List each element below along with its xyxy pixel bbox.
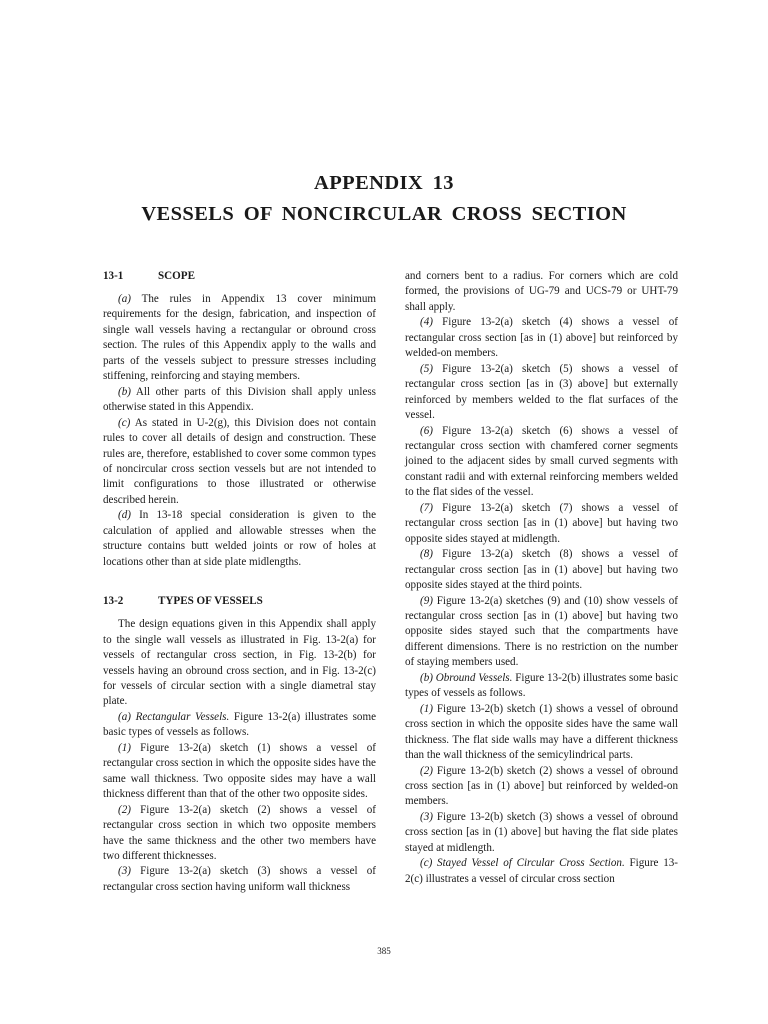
- right-column: [405, 269, 678, 887]
- paragraph-types-a5: [405, 362, 678, 424]
- section-title: SCOPE: [158, 270, 195, 282]
- paragraph-label: (6): [420, 424, 433, 437]
- paragraph-types-a6: [405, 424, 678, 501]
- paragraph-types-b3: [405, 810, 678, 856]
- paragraph-label: (8): [420, 548, 433, 561]
- paragraph-label: (4): [420, 316, 433, 329]
- paragraph-types-c: [405, 856, 678, 887]
- paragraph-label: (a) Rectangular Vessels.: [118, 710, 230, 723]
- paragraph-text: Figure 13-2(a) sketch (4) shows a vessel of rectangular cross section [as in (1) above] but reinforced by welded-on members.: [405, 316, 678, 360]
- paragraph-types-intro: The design equations given in this Appendix shall apply to the single wall vessels as illustrated in Fig. 13-2(a) for vessels of rectangular cross section, in Fig. 13-2(b) for vessels having an obround cross section, and in Fig. 13-2(c) for vessels of circular section with a single diametral stay plate.: [103, 618, 376, 708]
- paragraph-text: Figure 13-2(a) sketch (7) shows a vessel of rectangular cross section [as in (1) above] but having two opposite sides stayed at midlength.: [405, 501, 678, 545]
- section-title: TYPES OF VESSELS: [158, 595, 263, 608]
- paragraph-label: (d): [118, 509, 131, 522]
- paragraph-text: Figure 13-2(b) sketch (3) shows a vessel of obround cross section [as in (1) above] but having the flat side plates stayed at midlength.: [405, 810, 678, 854]
- section-heading-13-1: [103, 269, 376, 284]
- paragraph-types-a3: [103, 864, 376, 895]
- paragraph-text: Figure 13-2(b) illustrates some basic types of vessels as follows.: [405, 671, 678, 700]
- paragraph-label: (c): [118, 416, 131, 429]
- paragraph-scope-a: [103, 292, 376, 385]
- paragraph-types-b1: [405, 702, 678, 764]
- appendix-title: [0, 170, 768, 227]
- paragraph-text: Figure 13-2(a) sketches (9) and (10) show vessels of rectangular cross section [as in (1) above] but having two opposite sides stayed such that the compartments have different dimensions. There is no restriction on the number of staying members used.: [405, 594, 678, 669]
- paragraph-types-a9: [405, 594, 678, 671]
- paragraph-text: Figure 13-2(a) sketch (2) shows a vessel of rectangular cross section in which two opposite members have the same thickness and the other two members have two different thicknesses.: [103, 803, 376, 862]
- paragraph-label: (3): [118, 865, 131, 878]
- paragraph-scope-d: [103, 508, 376, 570]
- paragraph-text: The rules in Appendix 13 cover minimum requirements for the design, fabrication, and inspection of single wall vessels having a rectangular or obround cross section. The rules of this Appendix apply to the walls and parts of the vessels subject to pressure stresses including stiffening, reinforcing and staying members.: [103, 293, 376, 383]
- paragraph-text: Figure 13-2(a) sketch (8) shows a vessel of rectangular cross section [as in (1) above] but having two opposite sides stayed at the third points.: [405, 548, 678, 592]
- paragraph-types-a8: [405, 547, 678, 593]
- paragraph-text: In 13-18 special consideration is given to the calculation of applied and allowable stresses when the structure contains butt welded joints or row of holes at locations other than at side plate midlengths.: [103, 509, 376, 568]
- paragraph-types-b2: [405, 764, 678, 810]
- left-column: [103, 269, 376, 895]
- paragraph-text: Figure 13-2(a) sketch (1) shows a vessel of rectangular cross section in which the opposite sides have the same wall thickness. Two opposite sides may have a wall thickness different than that of the other two opposite sides.: [103, 741, 376, 801]
- appendix-number: APPENDIX 13: [314, 172, 454, 194]
- paragraph-label: (3): [420, 810, 433, 823]
- paragraph-label: (c) Stayed Vessel of Circular Cross Section.: [420, 857, 625, 870]
- paragraph-text: Figure 13-2(a) sketch (5) shows a vessel of rectangular cross section [as in (3) above] but externally reinforced by members welded to the flat surfaces of the vessel.: [405, 362, 678, 422]
- section-number: 13-1: [103, 270, 124, 282]
- paragraph-types-a4: [405, 315, 678, 361]
- paragraph-types-a2: [103, 803, 376, 865]
- paragraph-text: Figure 13-2(b) sketch (1) shows a vessel of obround cross section in which the opposite sides have the same wall thickness. The flat side walls may have a different thickness than the wall thickness of the semicylindrical parts.: [405, 702, 678, 762]
- paragraph-types-b: [405, 671, 678, 702]
- paragraph-types-a3-continued: and corners bent to a radius. For corners which are cold formed, the provisions of UG-79 and UCS-79 or UHT-79 shall apply.: [405, 270, 678, 313]
- paragraph-label: (2): [420, 764, 433, 777]
- paragraph-label: (1): [420, 702, 433, 715]
- appendix-subtitle: VESSELS OF NONCIRCULAR CROSS SECTION: [141, 203, 627, 225]
- paragraph-types-a7: [405, 501, 678, 547]
- paragraph-text: Figure 13-2(a) illustrates some basic types of vessels as follows.: [103, 710, 376, 739]
- paragraph-label: (b): [118, 385, 131, 398]
- paragraph-label: (b) Obround Vessels.: [420, 671, 513, 684]
- section-number: 13-2: [103, 595, 124, 608]
- paragraph-label: (2): [118, 803, 131, 816]
- paragraph-types-a1: [103, 741, 376, 803]
- paragraph-text: Figure 13-2(c) illustrates a vessel of circular cross section: [405, 857, 678, 885]
- paragraph-text: Figure 13-2(a) sketch (6) shows a vessel of rectangular cross section with chamfered corner segments joined to the adjacent sides by small curved segments with constant radii and with external reinforcing members welded to the flat sides of the vessel.: [405, 424, 678, 499]
- paragraph-label: (9): [420, 594, 433, 607]
- paragraph-text: All other parts of this Division shall apply unless otherwise stated in this Appendix.: [103, 385, 376, 414]
- paragraph-text: Figure 13-2(b) sketch (2) shows a vessel of obround cross section [as in (1) above] but reinforced by welded-on members.: [405, 764, 678, 808]
- paragraph-label: (a): [118, 293, 131, 305]
- paragraph-label: (1): [118, 741, 131, 754]
- paragraph-text: As stated in U-2(g), this Division does not contain rules to cover all details of design and construction. These rules are, therefore, established to cover some common types of noncircular cross section vessels but are not intended to limit configurations to those illustrated or otherwise described herein.: [103, 416, 376, 506]
- section-heading-13-2: [103, 594, 376, 609]
- paragraph-label: (5): [420, 362, 433, 375]
- paragraph-scope-b: [103, 385, 376, 416]
- paragraph-text: Figure 13-2(a) sketch (3) shows a vessel of rectangular cross section having uniform wall thickness: [103, 865, 376, 893]
- page-number: 385: [377, 946, 391, 956]
- paragraph-label: (7): [420, 501, 433, 514]
- paragraph-types-a: [103, 710, 376, 741]
- paragraph-scope-c: [103, 416, 376, 509]
